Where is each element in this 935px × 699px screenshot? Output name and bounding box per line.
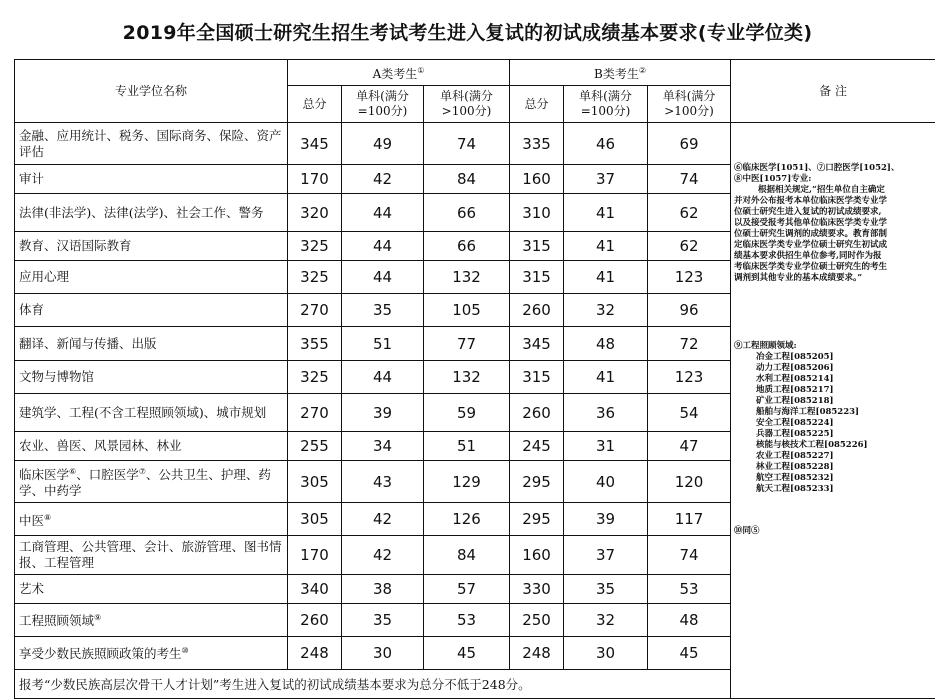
- score-b-total: 260: [510, 393, 564, 432]
- score-a-s1: 39: [342, 393, 424, 432]
- score-b-s1: 32: [564, 603, 648, 636]
- score-b-total: 315: [510, 360, 564, 393]
- note-medical-line: 位硕士研究生调剂的成绩要求。教育部制: [734, 229, 932, 240]
- degree-name-text: 艺术: [19, 581, 44, 596]
- degree-name-text: 、公共卫生、护理、药学、中药学: [19, 467, 271, 498]
- header-group-b: B类考生②: [510, 60, 731, 86]
- degree-name: [15, 432, 288, 461]
- score-b-s1: 35: [564, 575, 648, 604]
- footer-note: 报考“少数民族高层次骨干人才计划”考生进入复试的初试成绩基本要求为总分不低于248分。: [15, 670, 731, 699]
- score-a-s2: 132: [424, 261, 510, 294]
- note-engineering-item: 航空工程[085232]: [734, 473, 932, 484]
- footnote-mark: ⑥: [69, 467, 76, 476]
- score-b-s1: 37: [564, 536, 648, 575]
- note-medical-line: 考临床医学类专业学位硕士研究生的考生: [734, 262, 932, 273]
- score-a-s1: 34: [342, 432, 424, 461]
- score-b-s1: 41: [564, 232, 648, 261]
- degree-name-text: 体育: [19, 302, 44, 317]
- degree-name: [15, 503, 288, 536]
- degree-name-text: 法律(非法学)、法律(法学)、社会工作、警务: [19, 205, 264, 220]
- note-engineering-item: 地质工程[085217]: [734, 385, 932, 396]
- score-b-total: 260: [510, 294, 564, 327]
- remarks-cell: [731, 123, 935, 699]
- score-b-s1: 32: [564, 294, 648, 327]
- score-b-s1: 31: [564, 432, 648, 461]
- score-a-total: 305: [288, 503, 342, 536]
- score-a-s2: 132: [424, 360, 510, 393]
- score-b-total: 345: [510, 327, 564, 360]
- note-engineering-item: 林业工程[085228]: [734, 462, 932, 473]
- header-a-total: 总分: [288, 86, 342, 123]
- score-a-total: 170: [288, 165, 342, 194]
- score-a-total: 305: [288, 461, 342, 503]
- score-b-s2: 123: [648, 360, 731, 393]
- score-b-s2: 48: [648, 603, 731, 636]
- note-engineering-item: 矿业工程[085218]: [734, 396, 932, 407]
- header-b-single100: 单科(满分=100分): [564, 86, 648, 123]
- score-b-s1: 39: [564, 503, 648, 536]
- footnote-mark: ⑨: [94, 613, 101, 622]
- degree-name-text: 审计: [19, 171, 44, 186]
- score-b-s2: 96: [648, 294, 731, 327]
- score-b-total: 248: [510, 636, 564, 669]
- score-a-total: 170: [288, 536, 342, 575]
- degree-name: [15, 123, 288, 165]
- score-a-total: 270: [288, 393, 342, 432]
- score-table: [14, 59, 935, 699]
- score-a-total: 248: [288, 636, 342, 669]
- degree-name-text: 、口腔医学: [76, 467, 139, 482]
- degree-name: [15, 327, 288, 360]
- note-engineering-item: 动力工程[085206]: [734, 363, 932, 374]
- score-b-s2: 47: [648, 432, 731, 461]
- score-a-total: 255: [288, 432, 342, 461]
- degree-name: [15, 575, 288, 604]
- score-a-s2: 77: [424, 327, 510, 360]
- note-engineering-item: 航天工程[085233]: [734, 484, 932, 495]
- score-a-s2: 51: [424, 432, 510, 461]
- score-b-total: 160: [510, 536, 564, 575]
- degree-name-text: 教育、汉语国际教育: [19, 238, 132, 253]
- note-medical-line: 绩基本要求供招生单位参考,同时作为报: [734, 251, 932, 262]
- score-b-s1: 36: [564, 393, 648, 432]
- note-engineering-item: 农业工程[085227]: [734, 451, 932, 462]
- score-a-s1: 44: [342, 360, 424, 393]
- degree-name: [15, 536, 288, 575]
- score-b-s1: 41: [564, 261, 648, 294]
- score-b-total: 295: [510, 503, 564, 536]
- score-b-s2: 117: [648, 503, 731, 536]
- score-a-s2: 129: [424, 461, 510, 503]
- score-a-total: 270: [288, 294, 342, 327]
- note-engineering-item: 安全工程[085224]: [734, 418, 932, 429]
- remarks-notes: [733, 123, 933, 698]
- degree-name: [15, 294, 288, 327]
- score-b-s2: 72: [648, 327, 731, 360]
- degree-name: [15, 193, 288, 232]
- score-b-s2: 120: [648, 461, 731, 503]
- score-b-s1: 40: [564, 461, 648, 503]
- degree-name-text: 建筑学、工程(不含工程照顾领域)、城市规划: [19, 405, 266, 420]
- degree-name-text: 应用心理: [19, 269, 69, 284]
- note-engineering-title: ⑨工程照顾领域:: [734, 341, 932, 352]
- score-a-s2: 66: [424, 193, 510, 232]
- degree-name-text: 农业、兽医、风景园林、林业: [19, 438, 182, 453]
- score-a-s1: 42: [342, 503, 424, 536]
- score-a-s2: 53: [424, 603, 510, 636]
- score-b-s2: 74: [648, 536, 731, 575]
- score-a-s2: 74: [424, 123, 510, 165]
- degree-name-text: 工程照顾领域: [19, 613, 94, 628]
- header-remark: 备 注: [731, 60, 935, 123]
- header-b-total: 总分: [510, 86, 564, 123]
- score-b-total: 245: [510, 432, 564, 461]
- note-medical-line: 以及接受报考其他单位临床医学类专业学: [734, 218, 932, 229]
- header-group-a: A类考生①: [288, 60, 510, 86]
- note-medical-line: 位硕士研究生进入复试的初试成绩要求,: [734, 207, 932, 218]
- note-medical-line: ⑥临床医学[1051]、⑦口腔医学[1052]、: [734, 163, 932, 174]
- score-b-s2: 54: [648, 393, 731, 432]
- degree-name-text: 翻译、新闻与传播、出版: [19, 336, 157, 351]
- score-b-total: 330: [510, 575, 564, 604]
- score-b-s1: 41: [564, 360, 648, 393]
- score-b-total: 160: [510, 165, 564, 194]
- score-b-s1: 48: [564, 327, 648, 360]
- score-a-s2: 45: [424, 636, 510, 669]
- header-a-single-over100: 单科(满分>100分): [424, 86, 510, 123]
- footnote-mark: ⑦: [139, 467, 146, 476]
- note-medical-line: 定临床医学类专业学位硕士研究生初试成: [734, 240, 932, 251]
- score-a-s2: 84: [424, 536, 510, 575]
- score-b-s2: 62: [648, 193, 731, 232]
- score-a-s2: 59: [424, 393, 510, 432]
- score-b-s1: 37: [564, 165, 648, 194]
- score-a-s1: 51: [342, 327, 424, 360]
- degree-name: [15, 360, 288, 393]
- score-a-s2: 66: [424, 232, 510, 261]
- score-a-total: 345: [288, 123, 342, 165]
- score-a-s1: 35: [342, 603, 424, 636]
- score-b-s2: 123: [648, 261, 731, 294]
- note-medical-line: 调剂到其他专业的基本成绩要求。”: [734, 273, 932, 284]
- score-b-s1: 46: [564, 123, 648, 165]
- score-b-total: 310: [510, 193, 564, 232]
- score-b-s1: 41: [564, 193, 648, 232]
- degree-name-text: 金融、应用统计、税务、国际商务、保险、资产评估: [19, 128, 282, 159]
- score-b-s2: 69: [648, 123, 731, 165]
- degree-name-text: 中医: [19, 513, 44, 528]
- score-a-total: 325: [288, 232, 342, 261]
- score-a-s1: 35: [342, 294, 424, 327]
- score-a-s2: 57: [424, 575, 510, 604]
- degree-name: [15, 461, 288, 503]
- table-row: [15, 123, 935, 165]
- score-a-s1: 43: [342, 461, 424, 503]
- degree-name: [15, 165, 288, 194]
- note-medical-line: 根据相关规定,“招生单位自主确定: [734, 185, 932, 196]
- note-engineering-item: 兵器工程[085225]: [734, 429, 932, 440]
- score-a-s1: 38: [342, 575, 424, 604]
- score-a-total: 320: [288, 193, 342, 232]
- score-b-s2: 62: [648, 232, 731, 261]
- degree-name-text: 享受少数民族照顾政策的考生: [19, 647, 182, 662]
- score-a-s1: 44: [342, 193, 424, 232]
- score-b-s2: 45: [648, 636, 731, 669]
- score-a-s1: 44: [342, 261, 424, 294]
- score-a-s2: 84: [424, 165, 510, 194]
- note-medical-line: 并对外公布报考本单位临床医学类专业学: [734, 196, 932, 207]
- score-b-total: 315: [510, 232, 564, 261]
- degree-name: [15, 232, 288, 261]
- footnote-mark: ①: [417, 66, 424, 75]
- score-a-total: 355: [288, 327, 342, 360]
- footnote-mark: ⑧: [44, 513, 51, 522]
- score-a-total: 325: [288, 261, 342, 294]
- degree-name-text: 工商管理、公共管理、会计、旅游管理、图书情报、工程管理: [19, 539, 282, 570]
- score-a-total: 325: [288, 360, 342, 393]
- score-b-s1: 30: [564, 636, 648, 669]
- degree-name: [15, 261, 288, 294]
- score-a-s1: 42: [342, 165, 424, 194]
- score-b-s2: 53: [648, 575, 731, 604]
- header-a-single100: 单科(满分=100分): [342, 86, 424, 123]
- score-b-total: 295: [510, 461, 564, 503]
- degree-name-text: 临床医学: [19, 467, 69, 482]
- header-b-single-over100: 单科(满分>100分): [648, 86, 731, 123]
- score-a-s2: 105: [424, 294, 510, 327]
- note-same: ⑩同⑤: [734, 526, 932, 537]
- header-name: 专业学位名称: [15, 60, 288, 123]
- note-engineering-item: 船舶与海洋工程[085223]: [734, 407, 932, 418]
- footnote-mark: ⑩: [182, 646, 189, 655]
- score-a-s1: 44: [342, 232, 424, 261]
- degree-name: [15, 603, 288, 636]
- score-a-s1: 42: [342, 536, 424, 575]
- score-a-s2: 126: [424, 503, 510, 536]
- score-b-total: 335: [510, 123, 564, 165]
- score-b-total: 250: [510, 603, 564, 636]
- footnote-mark: ②: [639, 66, 646, 75]
- note-engineering-item: 冶金工程[085205]: [734, 352, 932, 363]
- score-b-s2: 74: [648, 165, 731, 194]
- note-engineering-item: 水利工程[085214]: [734, 374, 932, 385]
- degree-name: [15, 636, 288, 669]
- note-medical-line: ⑧中医[1057]专业:: [734, 174, 932, 185]
- score-a-s1: 30: [342, 636, 424, 669]
- note-engineering-item: 核能与核技术工程[085226]: [734, 440, 932, 451]
- score-a-total: 340: [288, 575, 342, 604]
- score-b-total: 315: [510, 261, 564, 294]
- page-title: 2019年全国硕士研究生招生考试考生进入复试的初试成绩基本要求(专业学位类): [0, 18, 935, 45]
- degree-name-text: 文物与博物馆: [19, 369, 94, 384]
- score-a-s1: 49: [342, 123, 424, 165]
- score-a-total: 260: [288, 603, 342, 636]
- degree-name: [15, 393, 288, 432]
